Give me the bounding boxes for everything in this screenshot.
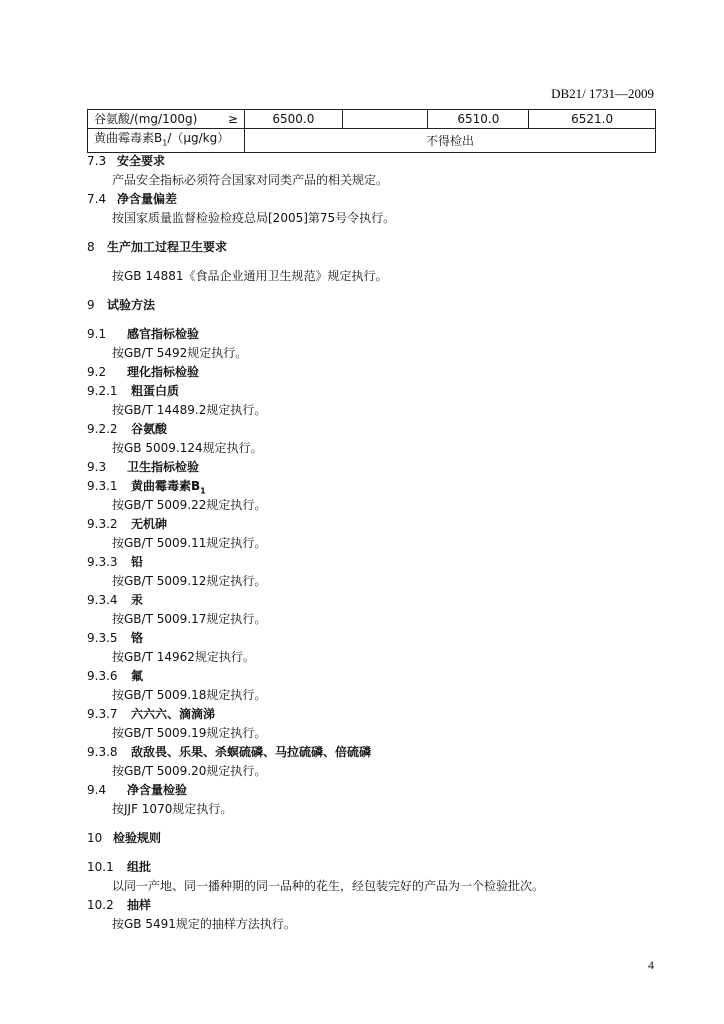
paragraph: 按GB/T 5492规定执行。 xyxy=(112,346,248,360)
chapter-heading: 10 检验规则 xyxy=(87,831,162,845)
spec-table xyxy=(87,109,656,153)
section-heading: 9.3.5 铬 xyxy=(87,631,144,645)
chapter-heading: 9 试验方法 xyxy=(87,298,156,312)
section-heading: 9.4 净含量检验 xyxy=(87,783,188,797)
paragraph: 按GB/T 5009.17规定执行。 xyxy=(112,612,267,626)
section-heading: 7.4 净含量偏差 xyxy=(87,192,178,206)
section-heading: 10.2 抽样 xyxy=(87,898,152,912)
chapter-heading: 8 生产加工过程卫生要求 xyxy=(87,240,228,254)
paragraph: 按GB/T 5009.20规定执行。 xyxy=(112,764,267,778)
paragraph: 按GB 5009.124规定执行。 xyxy=(112,441,263,455)
document-body xyxy=(87,152,667,934)
table-cell: 6510.0 xyxy=(428,110,529,129)
table-cell: 6500.0 xyxy=(244,110,342,129)
section-heading: 9.2.2 谷氨酸 xyxy=(87,422,168,436)
paragraph: 按GB/T 5009.12规定执行。 xyxy=(112,574,267,588)
section-heading: 9.3.4 汞 xyxy=(87,593,144,607)
section-heading: 9.3 卫生指标检验 xyxy=(87,460,200,474)
paragraph: 按GB/T 14489.2规定执行。 xyxy=(112,403,267,417)
section-heading: 9.2 理化指标检验 xyxy=(87,365,200,379)
section-heading: 9.3.1 黄曲霉毒素$B_1$ xyxy=(87,479,206,496)
table-cell xyxy=(342,110,428,129)
section-heading: 9.3.2 无机砷 xyxy=(87,517,168,531)
paragraph: 按国家质量监督检验检疫总局[2005]第75号令执行。 xyxy=(112,211,396,225)
section-heading: 9.3.3 铅 xyxy=(87,555,144,569)
table-cell: 6521.0 xyxy=(529,110,656,129)
table-cell-merged: 不得检出 xyxy=(244,129,655,153)
paragraph: 以同一产地、同一播种期的同一品种的花生，经包装完好的产品为一个检验批次。 xyxy=(112,879,545,893)
paragraph: 按GB 5491规定的抽样方法执行。 xyxy=(112,917,296,931)
paragraph: 按GB/T 5009.22规定执行。 xyxy=(112,498,267,512)
section-heading: 9.2.1 粗蛋白质 xyxy=(87,384,180,398)
table-cell-label: 谷氨酸/(mg/100g) ≥ xyxy=(88,110,245,129)
table-row xyxy=(88,110,656,129)
document-code: DB21/ 1731—2009 xyxy=(551,86,654,101)
paragraph: 按JJF 1070规定执行。 xyxy=(112,802,233,816)
paragraph: 按GB/T 14962规定执行。 xyxy=(112,650,255,664)
page-number: 4 xyxy=(648,958,654,972)
table-cell-label: 黄曲霉毒素$B_1/(\mu g/kg)$ xyxy=(88,129,245,153)
section-heading: 9.3.8 敌敌畏、乐果、杀螟硫磷、马拉硫磷、倍硫磷 xyxy=(87,745,372,759)
section-heading: 9.3.7 六六六、滴滴涕 xyxy=(87,707,216,721)
section-heading: 9.1 感官指标检验 xyxy=(87,327,200,341)
section-heading: 9.3.6 氟 xyxy=(87,669,144,683)
section-heading: 10.1 组批 xyxy=(87,860,152,874)
paragraph: 按GB/T 5009.18规定执行。 xyxy=(112,688,267,702)
paragraph: 按GB/T 5009.11规定执行。 xyxy=(112,536,267,550)
table-row xyxy=(88,129,656,153)
paragraph: 按GB/T 5009.19规定执行。 xyxy=(112,726,267,740)
section-heading: 7.3 安全要求 xyxy=(87,154,166,168)
paragraph: 按GB 14881《食品企业通用卫生规范》规定执行。 xyxy=(112,269,388,283)
paragraph: 产品安全指标必须符合国家对同类产品的相关规定。 xyxy=(112,173,389,187)
